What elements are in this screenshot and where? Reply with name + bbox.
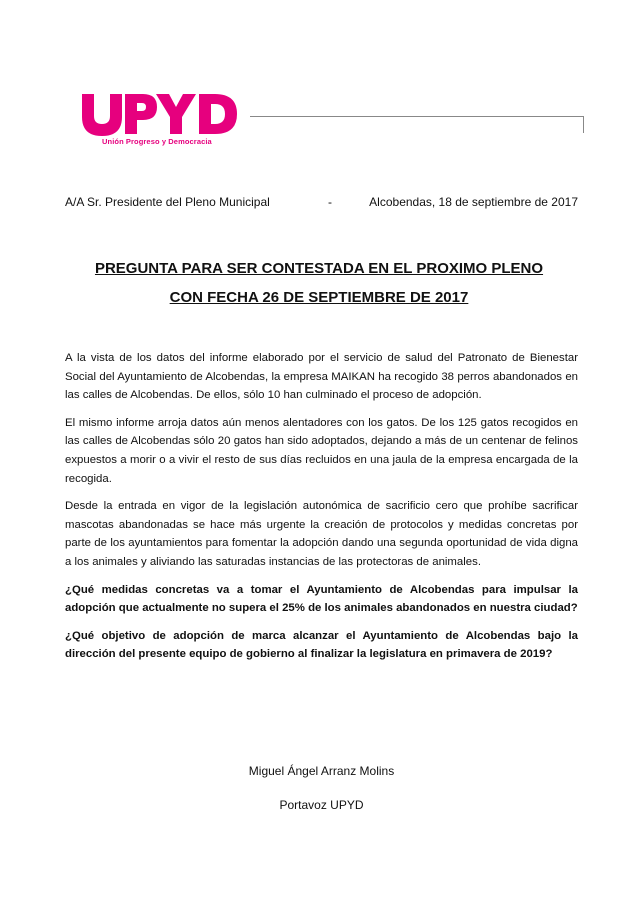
recipient: A/A Sr. Presidente del Pleno Municipal xyxy=(65,195,270,209)
place-date: Alcobendas, 18 de septiembre de 2017 xyxy=(369,195,578,209)
document-title xyxy=(60,254,578,312)
header-rule-vertical xyxy=(583,116,584,133)
document-body xyxy=(65,349,578,673)
header-rule-horizontal xyxy=(250,116,584,117)
signatory-role: Portavoz UPYD xyxy=(279,798,364,812)
question: ¿Qué medidas concretas va a tomar el Ayuntamiento de Alcobendas para impulsar la adopción que actualmente no supera el 25% de los animales abandonados en nuestra ciudad? xyxy=(65,583,578,615)
header-rule xyxy=(250,116,584,134)
separator: - xyxy=(328,195,332,209)
title-line-1: PREGUNTA PARA SER CONTESTADA EN EL PROXIMO PLENO xyxy=(94,260,544,277)
upyd-logo-mark xyxy=(80,88,240,140)
question: ¿Qué objetivo de adopción de marca alcanzar el Ayuntamiento de Alcobendas bajo la dirección del presente equipo de gobierno al finalizar la legislatura en primavera de 2019? xyxy=(65,629,578,661)
paragraph: El mismo informe arroja datos aún menos alentadores con los gatos. De los 125 gatos recogidos en las calles de Alcobendas sólo 20 gatos han sido adoptados, dejando a más de un centenar de felinos expuestos a morir o a vivir el resto de sus días recluidos en una jaula de la empresa encargada de la recogida. xyxy=(65,416,578,485)
title-line-2: CON FECHA 26 DE SEPTIEMBRE DE 2017 xyxy=(169,289,469,306)
signatory-name: Miguel Ángel Arranz Molins xyxy=(248,764,395,778)
paragraph: A la vista de los datos del informe elaborado por el servicio de salud del Patronato de Bienestar Social del Ayuntamiento de Alcobendas, la empresa MAIKAN ha recogido 38 perros abandonados en las calles de Alcobendas. De ellos, sólo 10 han culminado el proceso de adopción. xyxy=(65,352,578,402)
paragraph: Desde la entrada en vigor de la legislación autonómica de sacrificio cero que prohíbe sacrificar mascotas abandonadas se hace más urgente la creación de protocolos y medidas concretas por parte de los ayuntamientos para fomentar la adopción dando una segunda oportunidad de vida digna a los animales y aliviando las saturadas instancias de las protectoras de animales. xyxy=(65,500,578,568)
upyd-logo xyxy=(80,88,240,154)
logo-subtitle: Unión Progreso y Democracia xyxy=(102,137,212,146)
signature-block xyxy=(65,764,578,812)
